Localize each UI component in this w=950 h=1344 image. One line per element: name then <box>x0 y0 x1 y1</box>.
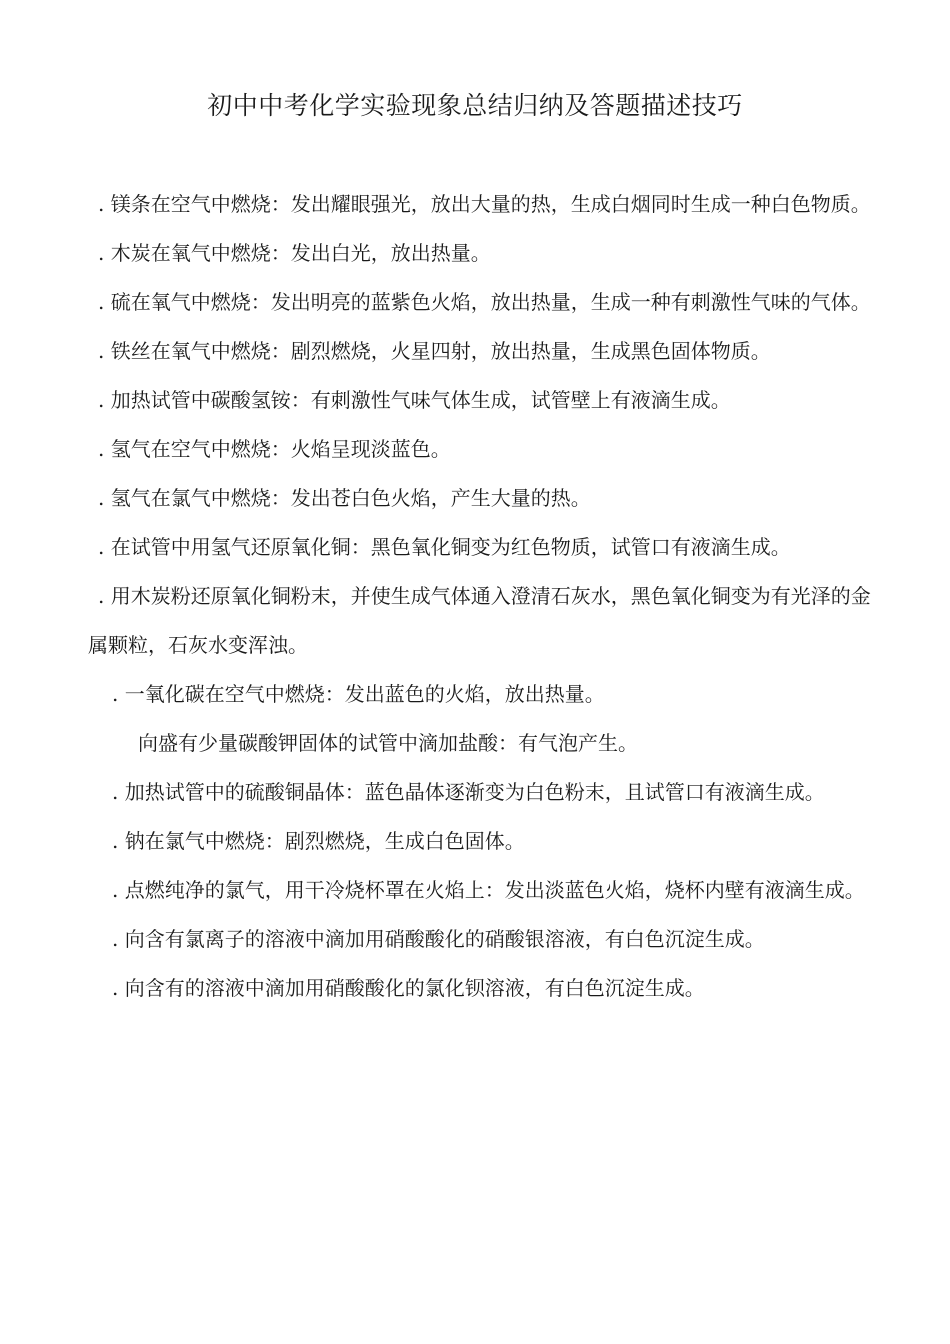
paragraph-3: . 硫在氧气中燃烧：发出明亮的蓝紫色火焰，放出热量，生成一种有刺激性气味的气体。 <box>98 290 871 314</box>
paragraph-10: . 一氧化碳在空气中燃烧：发出蓝色的火焰，放出热量。 <box>112 682 605 706</box>
paragraph-15: . 向含有氯离子的溶液中滴加用硝酸酸化的硝酸银溶液，有白色沉淀生成。 <box>112 927 765 951</box>
paragraph-12: . 加热试管中的硫酸铜晶体：蓝色晶体逐渐变为白色粉末，且试管口有液滴生成。 <box>112 780 825 804</box>
paragraph-11: 向盛有少量碳酸钾固体的试管中滴加盐酸：有气泡产生。 <box>138 731 638 755</box>
paragraph-8: . 在试管中用氢气还原氧化铜：黑色氧化铜变为红色物质，试管口有液滴生成。 <box>98 535 791 559</box>
paragraph-1: . 镁条在空气中燃烧：发出耀眼强光，放出大量的热，生成白烟同时生成一种白色物质。 <box>98 192 871 216</box>
paragraph-16: . 向含有的溶液中滴加用硝酸酸化的氯化钡溶液，有白色沉淀生成。 <box>112 976 705 1000</box>
document-title: 初中中考化学实验现象总结归纳及答题描述技巧 <box>207 91 743 120</box>
paragraph-13: . 钠在氯气中燃烧：剧烈燃烧，生成白色固体。 <box>112 829 525 853</box>
document-body <box>88 180 878 1013</box>
paragraph-9: . 用木炭粉还原氧化铜粉末，并使生成气体通入澄清石灰水，黑色氧化铜变为有光泽的金属颗粒，石灰水变浑浊。 <box>88 584 871 657</box>
paragraph-2: . 木炭在氧气中燃烧：发出白光，放出热量。 <box>98 241 491 265</box>
paragraph-14: . 点燃纯净的氯气，用干冷烧杯罩在火焰上：发出淡蓝色火焰，烧杯内壁有液滴生成。 <box>112 878 865 902</box>
paragraph-4: . 铁丝在氧气中燃烧：剧烈燃烧，火星四射，放出热量，生成黑色固体物质。 <box>98 339 771 363</box>
paragraph-6: . 氢气在空气中燃烧：火焰呈现淡蓝色。 <box>98 437 451 461</box>
paragraph-7: . 氢气在氯气中燃烧：发出苍白色火焰，产生大量的热。 <box>98 486 591 510</box>
paragraph-5: . 加热试管中碳酸氢铵：有刺激性气味气体生成，试管壁上有液滴生成。 <box>98 388 731 412</box>
